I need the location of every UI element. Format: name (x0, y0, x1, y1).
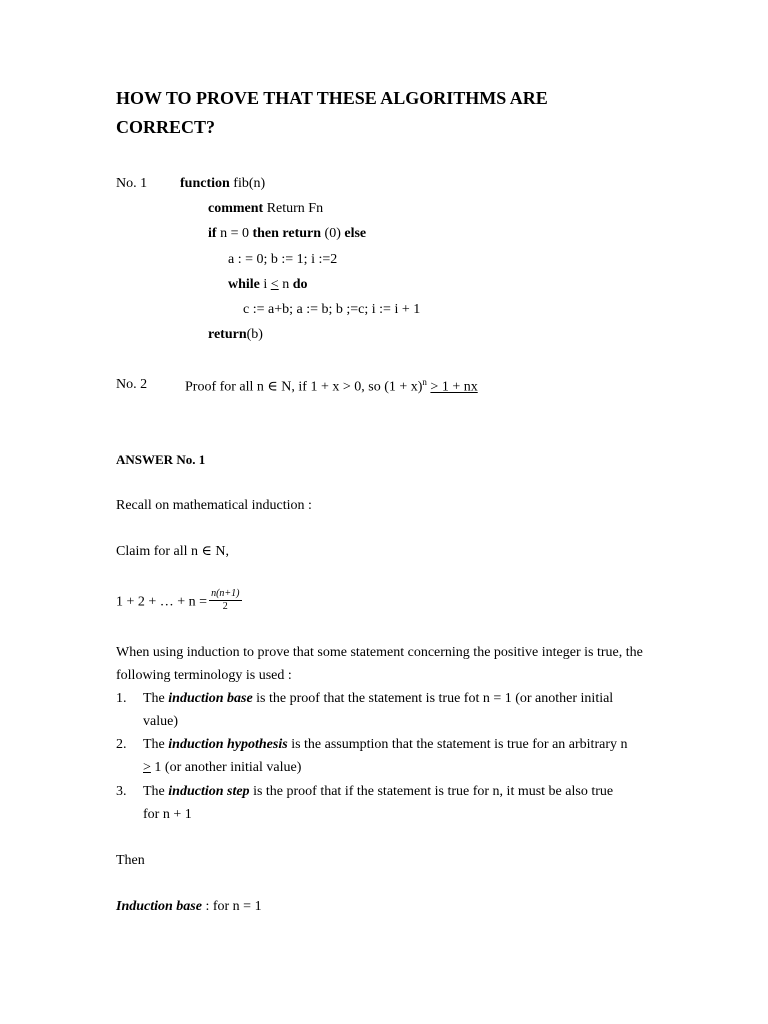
list-item-1-post: is the proof that the statement is true fot n = 1 (or another initial (252, 691, 614, 706)
problem-2-label: No. 2 (116, 377, 148, 392)
intro-line-2: following terminology is used : (116, 668, 292, 683)
fraction-denominator: 2 (222, 601, 228, 612)
function-signature: fib(n) (229, 176, 266, 191)
return-arg: (b) (246, 327, 263, 342)
term-induction-step: induction step (168, 784, 250, 799)
list-item-1-pre: The (143, 691, 169, 706)
formula-lhs: 1 + 2 + … + n = (116, 594, 208, 610)
list-item-1 (143, 692, 613, 706)
list-item-3 (143, 785, 613, 799)
then-text: Then (116, 853, 145, 868)
if-condition: n = 0 (216, 226, 253, 241)
induction-base-line (116, 900, 262, 914)
problem-1-label: No. 1 (116, 176, 148, 191)
while-var: i (259, 277, 271, 292)
code-line-if (208, 227, 366, 241)
keyword-do: do (292, 277, 308, 292)
claim-text: Claim for all n ∈ N, (116, 544, 230, 559)
term-induction-hypothesis: induction hypothesis (168, 737, 288, 752)
list-item-1-line-2: value) (143, 714, 178, 729)
code-line-return (208, 328, 263, 342)
keyword-while: while (228, 277, 260, 292)
list-item-3-line-2: for n + 1 (143, 807, 192, 822)
keyword-return: return (208, 327, 247, 342)
problem-2-statement (185, 378, 478, 395)
list-item-2-post: is the assumption that the statement is true for an arbitrary n (287, 737, 628, 752)
fraction-numerator: n(n+1) (211, 588, 240, 599)
problem-2-exponent: n (422, 377, 427, 387)
keyword-comment: comment (208, 201, 264, 216)
code-line-function (180, 177, 265, 191)
title-line-2: CORRECT? (116, 117, 216, 137)
list-item-3-pre: The (143, 784, 169, 799)
recall-text: Recall on mathematical induction : (116, 498, 312, 513)
intro-line-1: When using induction to prove that some statement concerning the positive integer is true, the (116, 645, 643, 660)
answer-1-heading: ANSWER No. 1 (116, 452, 206, 467)
keyword-function: function (180, 176, 230, 191)
problem-2-text: Proof for all n ∈ N, if 1 + x > 0, so (1 + x) (185, 379, 423, 395)
code-line-while (228, 278, 307, 292)
code-line-comment (208, 202, 323, 216)
list-item-number: 3. (116, 784, 127, 799)
keyword-then-return: then return (252, 226, 322, 241)
code-line-init: a : = 0; b := 1; i :=2 (228, 252, 338, 267)
comment-text: Return Fn (263, 201, 324, 216)
term-induction-base: induction base (168, 691, 253, 706)
keyword-else: else (344, 226, 367, 241)
formula (116, 588, 242, 614)
list-item-number: 1. (116, 691, 127, 706)
title-line-1: HOW TO PROVE THAT THESE ALGORITHMS ARE (116, 88, 548, 108)
ge-symbol: > (143, 760, 151, 775)
induction-base-label: Induction base (116, 899, 202, 914)
induction-base-rest: : for n = 1 (201, 899, 262, 914)
code-line-loop-body: c := a+b; a := b; b ;=c; i := i + 1 (243, 302, 421, 317)
keyword-if: if (208, 226, 217, 241)
list-item-3-post: is the proof that if the statement is true for n, it must be also true (249, 784, 614, 799)
return-zero: (0) (321, 226, 345, 241)
list-item-2 (143, 738, 628, 752)
problem-2-underlined: > 1 + nx (430, 379, 478, 395)
list-item-number: 2. (116, 737, 127, 752)
formula-fraction (209, 589, 241, 612)
list-item-2-pre: The (143, 737, 169, 752)
list-item-2-line-2-text: 1 (or another initial value) (150, 760, 302, 775)
while-le-symbol: < (270, 277, 279, 292)
while-bound: n (278, 277, 293, 292)
list-item-2-line-2 (143, 761, 301, 775)
